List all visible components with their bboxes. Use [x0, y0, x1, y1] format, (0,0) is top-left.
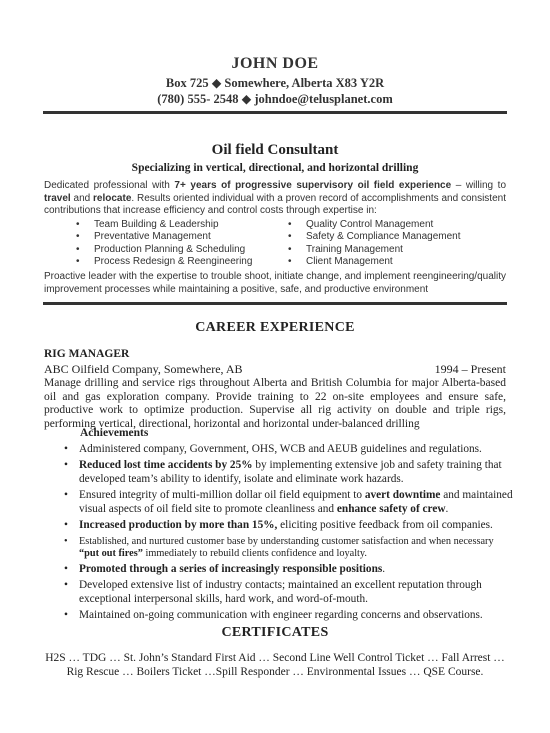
applicant-name: JOHN DOE: [231, 55, 319, 72]
achievement-part: eliciting positive feedback from oil companies.: [277, 519, 493, 532]
skill-label: Preventative Management: [94, 231, 211, 243]
achievements-heading: Achievements: [80, 427, 149, 439]
achievement-text: [79, 609, 514, 622]
skill-item: [288, 256, 498, 268]
job-dates: 1994 – Present: [434, 362, 506, 376]
bullet-icon: •: [64, 489, 68, 502]
achievements-list: [64, 443, 514, 625]
bullet-icon: •: [76, 231, 80, 243]
profile-subtitle: Specializing in vertical, directional, and horizontal drilling: [131, 162, 419, 174]
achievement-text: [79, 563, 514, 576]
skill-item: [288, 244, 498, 256]
bullet-icon: •: [76, 256, 80, 268]
achievement-bold: enhance safety of crew: [336, 502, 446, 515]
skill-label: Team Building & Leadership: [94, 219, 219, 230]
summary-text: Dedicated professional with: [44, 180, 175, 191]
achievement-text: [79, 489, 514, 516]
achievement-part: and maintained visual aspects of oil field site to promote cleanliness and: [79, 489, 513, 515]
skill-item: [76, 231, 286, 243]
bullet-icon: •: [64, 579, 68, 592]
achievement-bold: “put out fires”: [79, 547, 143, 559]
achievement-part: Ensured integrity of multi-million dollar oil field equipment to: [79, 489, 365, 502]
closing-paragraph: Proactive leader with the expertise to trouble shoot, initiate change, and implement reengineering/quality improvement processes while maintaining a positive, safe, and productive environment: [44, 271, 506, 295]
skill-label: Quality Control Management: [306, 219, 434, 230]
bullet-icon: •: [64, 443, 68, 455]
achievement-item: [64, 536, 514, 560]
skill-item: [288, 219, 498, 231]
achievement-item: [64, 609, 514, 622]
achievement-bold: Promoted through a series of increasingly responsible positions: [79, 562, 383, 575]
profile-title: Oil field Consultant: [211, 142, 339, 158]
skills-list: [76, 219, 516, 271]
contact-line: (780) 555- 2548 ◆ johndoe@telusplanet.com: [157, 92, 393, 106]
achievement-item: [64, 443, 514, 456]
job-company: ABC Oilfield Company, Somewhere, AB: [44, 362, 243, 376]
summary-bold: relocate: [93, 192, 132, 204]
achievement-item: [64, 579, 514, 606]
bullet-icon: •: [288, 256, 292, 268]
achievement-bold: Reduced lost time accidents by 25%: [79, 459, 253, 472]
skill-label: Process Redesign & Reengineering: [94, 256, 253, 268]
achievement-text: [79, 536, 514, 560]
achievement-part: Developed extensive list of industry contacts; maintained an excellent reputation through exceptional interpersonal skills, hard work, and word-of-mouth.: [79, 579, 482, 605]
bullet-icon: •: [288, 219, 292, 230]
bullet-icon: •: [288, 231, 292, 243]
achievement-part: .: [445, 502, 449, 515]
bullet-icon: •: [76, 243, 80, 255]
bullet-icon: •: [64, 562, 68, 575]
achievement-item: [64, 519, 514, 532]
achievement-text: [79, 459, 514, 486]
skill-label: Production Planning & Scheduling: [94, 243, 246, 255]
bullet-icon: •: [64, 608, 68, 621]
career-heading: CAREER EXPERIENCE: [195, 320, 355, 335]
achievement-part: immediately to rebuild clients confidence and loyalty.: [142, 547, 367, 559]
job-description: Manage drilling and service rigs throughout Alberta and British Columbia for major Alberta-based oil and gas exploration company. Provide training to 22 on-site employees and ensure safe, productive work to optimize production. Supervise all rig activity on double and triple rigs, performing vertical, directional, horizontal and horizontal under-balanced drilling: [44, 377, 506, 430]
summary-bold: 7+ years of progressive supervisory oil field experience: [174, 180, 452, 191]
bullet-icon: •: [64, 519, 68, 532]
job-title: RIG MANAGER: [44, 348, 130, 360]
achievement-text: [79, 443, 514, 456]
summary-text: – willing to: [451, 180, 506, 191]
bullet-icon: •: [288, 243, 292, 255]
achievement-part: Administered company, Government, OHS, WCB and AEUB guidelines and regulations.: [79, 443, 482, 455]
header-rule: [43, 111, 507, 114]
achievement-text: [79, 579, 514, 606]
bullet-icon: •: [64, 459, 68, 472]
achievement-item: [64, 563, 514, 576]
skills-left-column: [76, 219, 286, 269]
profile-rule: [43, 302, 507, 305]
skill-label: Client Management: [306, 256, 393, 268]
achievement-part: Established, and nurtured customer base by understanding customer satisfaction and when necessary: [79, 535, 494, 547]
skill-item: [288, 231, 498, 243]
skill-label: Safety & Compliance Management: [306, 231, 461, 243]
skill-label: Training Management: [306, 243, 403, 255]
summary-text: and: [70, 192, 94, 204]
certificates-list: H2S … TDG … St. John’s Standard First Aid … Second Line Well Control Ticket … Fall Arrest … Rig Rescue … Boilers Ticket …Spill Responder … Environmental Issues … QSE Course.: [45, 652, 505, 678]
achievement-item: [64, 459, 514, 486]
summary-paragraph: [44, 180, 506, 218]
achievement-item: [64, 489, 514, 516]
achievement-bold: Increased production by more than 15%,: [79, 519, 278, 532]
summary-text: . Results oriented individual with a proven record of accomplishments and consistent contributions that increase efficiency and control costs through expertise in:: [44, 192, 506, 216]
bullet-icon: •: [76, 219, 80, 230]
skills-right-column: [288, 219, 498, 269]
achievement-text: [79, 519, 514, 532]
certificates-heading: CERTIFICATES: [221, 625, 329, 640]
skill-item: [76, 244, 286, 256]
achievement-part: by implementing extensive job and safety training that developed team’s ability to identify, isolate and eliminate work hazards.: [79, 459, 502, 485]
bullet-icon: •: [64, 535, 68, 547]
skill-item: [76, 219, 286, 231]
achievement-part: .: [382, 562, 386, 575]
achievement-part: Maintained on-going communication with engineer regarding concerns and observations.: [79, 608, 483, 621]
address-line: Box 725 ◆ Somewhere, Alberta X83 Y2R: [165, 76, 385, 90]
achievement-bold: avert downtime: [364, 489, 441, 502]
summary-bold: travel: [44, 192, 71, 204]
skill-item: [76, 256, 286, 268]
